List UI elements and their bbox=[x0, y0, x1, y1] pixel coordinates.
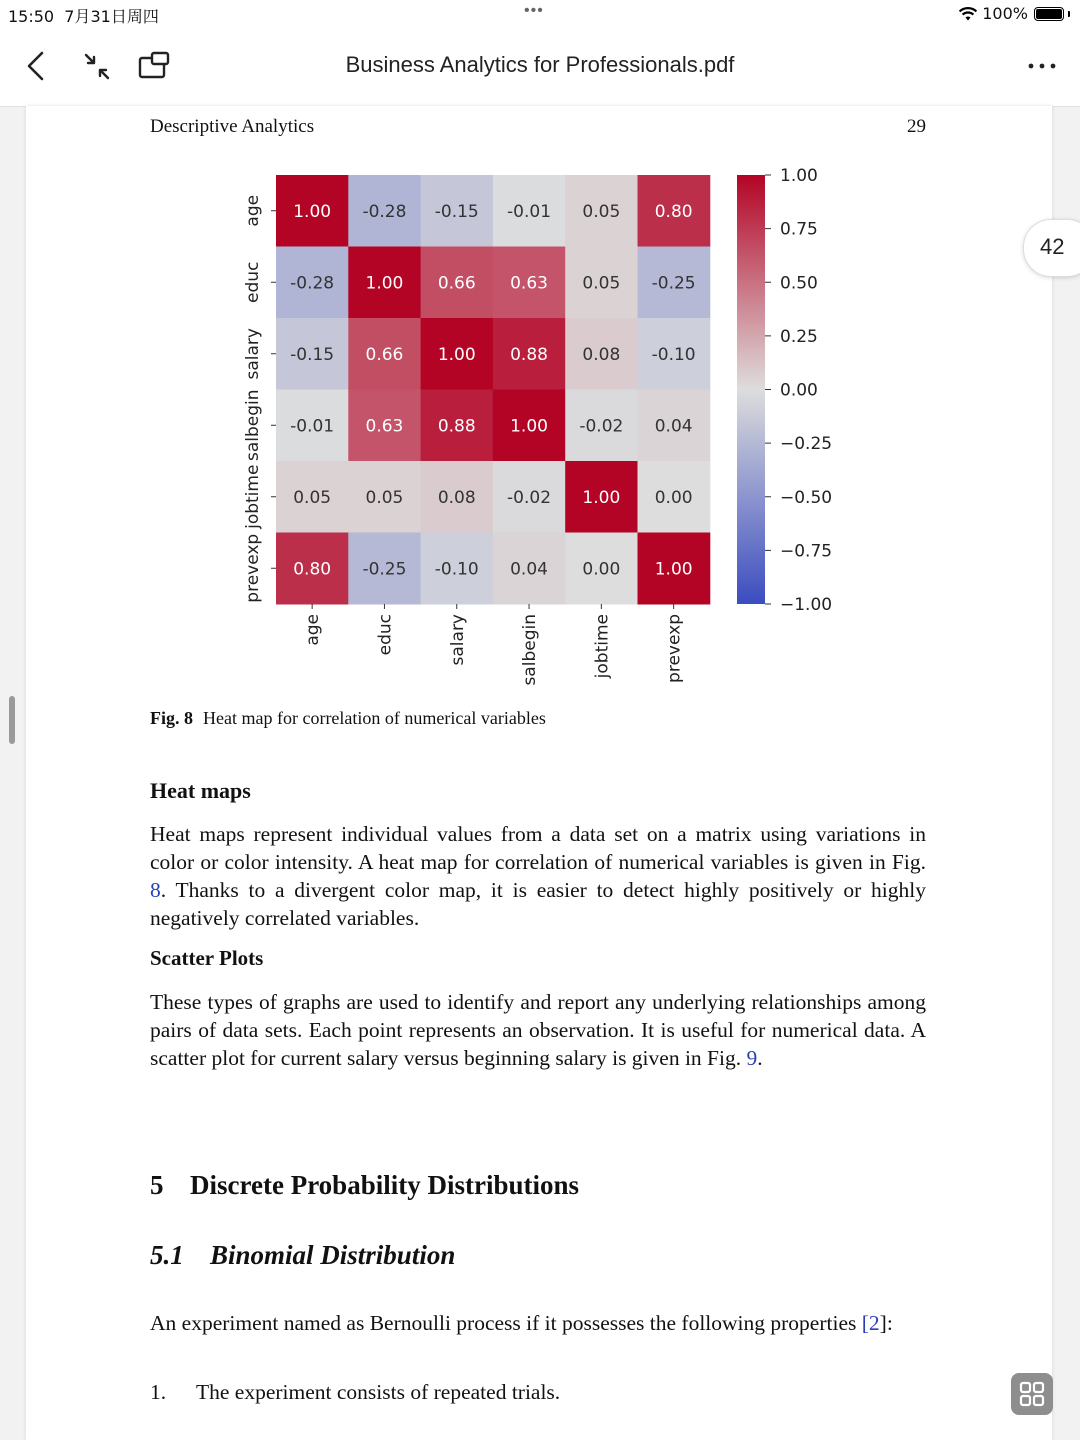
colorbar bbox=[737, 175, 765, 604]
col-label: prevexp bbox=[664, 614, 685, 683]
heatmap-cell-label: 0.05 bbox=[582, 201, 621, 222]
fig-8-link[interactable]: 8 bbox=[150, 878, 161, 902]
colorbar-tick-label: 0.75 bbox=[780, 219, 818, 240]
heatmap-cell-label: 0.05 bbox=[365, 487, 404, 508]
heatmap-cell-label: 0.63 bbox=[510, 273, 548, 294]
bernoulli-text: An experiment named as Bernoulli process if it possesses the following properties bbox=[150, 1311, 862, 1335]
colorbar-tick-label: 0.50 bbox=[780, 273, 818, 294]
list-item bbox=[150, 1380, 560, 1405]
heatmap-cell-label: 0.80 bbox=[654, 201, 693, 222]
heatmap-cell-label: 1.00 bbox=[582, 487, 621, 508]
status-time bbox=[8, 4, 159, 27]
heatmap-cell-label: 0.05 bbox=[293, 487, 332, 508]
row-label: salbegin bbox=[243, 389, 263, 462]
heatmap-cell-label: 0.66 bbox=[437, 273, 476, 294]
colorbar-tick-label: −0.50 bbox=[780, 487, 833, 508]
scatter-plots-paragraph bbox=[150, 988, 926, 1072]
row-label: jobtime bbox=[243, 464, 263, 529]
section-heading bbox=[150, 1170, 579, 1201]
scatter-text-2: . bbox=[757, 1046, 763, 1070]
heatmap-cell-label: 0.66 bbox=[365, 344, 404, 365]
status-bar bbox=[0, 0, 1080, 28]
heatmap-cell-label: -0.01 bbox=[290, 416, 335, 437]
date: 7月31日周四 bbox=[64, 7, 159, 26]
more-icon bbox=[1026, 61, 1058, 71]
subsection-title: Binomial Distribution bbox=[210, 1240, 456, 1270]
grid-icon bbox=[1019, 1381, 1045, 1407]
row-label: prevexp bbox=[243, 533, 263, 603]
running-head: Descriptive Analytics bbox=[150, 116, 315, 137]
heat-maps-text-1: Heat maps represent individual values from a data set on a matrix using variations in color or color intensity. A heat map for correlation of numerical variables is given in Fig. bbox=[150, 822, 926, 874]
section-title: Discrete Probability Distributions bbox=[190, 1170, 579, 1200]
heatmap-cell-label: 1.00 bbox=[437, 344, 476, 365]
multitasking-dots[interactable]: ••• bbox=[524, 2, 544, 19]
row-label: educ bbox=[243, 261, 263, 303]
heat-maps-text-2: . Thanks to a divergent color map, it is easier to detect highly positively or highly negatively correlated variables. bbox=[150, 878, 926, 930]
heatmap-cell-label: -0.25 bbox=[651, 273, 696, 294]
col-label: educ bbox=[375, 614, 396, 656]
status-right bbox=[958, 4, 1070, 23]
col-label: age bbox=[303, 614, 324, 646]
page-indicator-number: 42 bbox=[1040, 234, 1065, 259]
heatmap-cell-label: 0.88 bbox=[437, 416, 476, 437]
more-button[interactable] bbox=[1024, 48, 1060, 84]
heatmap-cell-label: -0.28 bbox=[362, 201, 407, 222]
heatmap-cell-label: 1.00 bbox=[510, 416, 548, 437]
heatmap-cell-label: 0.05 bbox=[582, 273, 621, 294]
row-label: age bbox=[243, 194, 263, 227]
heatmap-cell-label: -0.15 bbox=[290, 344, 335, 365]
colorbar-tick-label: 0.00 bbox=[780, 380, 818, 401]
figure-label: Fig. 8 bbox=[150, 708, 193, 728]
ref-close: ]: bbox=[879, 1311, 893, 1335]
heatmap-cell-label: -0.15 bbox=[434, 201, 479, 222]
scatter-plots-heading: Scatter Plots bbox=[150, 946, 264, 970]
heatmap-cell-label: 0.00 bbox=[582, 559, 621, 580]
heatmap-cell-label: 0.00 bbox=[654, 487, 693, 508]
heatmap-cell-label: -0.02 bbox=[507, 487, 552, 508]
battery-icon bbox=[1034, 7, 1064, 21]
fig-9-link[interactable]: 9 bbox=[746, 1046, 758, 1070]
section-number: 5 bbox=[150, 1170, 164, 1200]
heatmap-cell-label: -0.25 bbox=[362, 559, 407, 580]
colorbar-tick-label: −0.75 bbox=[780, 541, 833, 562]
ref-2-link[interactable]: 2 bbox=[868, 1311, 880, 1335]
heatmap-cell-label: -0.01 bbox=[507, 201, 552, 222]
heatmap-cell-label: 0.88 bbox=[510, 344, 548, 365]
page-indicator[interactable] bbox=[1023, 219, 1080, 277]
heatmap-cell-label: 0.08 bbox=[437, 487, 476, 508]
ref-open: [ bbox=[861, 1311, 869, 1335]
heatmap-cell-label: -0.02 bbox=[579, 416, 624, 437]
page-number: 29 bbox=[907, 116, 926, 137]
subsection-heading bbox=[150, 1240, 455, 1271]
pdf-toolbar bbox=[0, 28, 1080, 107]
figure-caption bbox=[150, 708, 546, 729]
list-item-text: The experiment consists of repeated trials. bbox=[196, 1380, 561, 1404]
heatmap-cell-label: -0.28 bbox=[290, 273, 335, 294]
clock: 15:50 bbox=[8, 7, 55, 26]
heatmap-cell-label: 0.08 bbox=[582, 344, 621, 365]
heatmap-cell-label: 1.00 bbox=[365, 273, 404, 294]
battery-tip bbox=[1068, 11, 1070, 17]
wifi-icon bbox=[958, 6, 978, 22]
heatmap-cell-label: 0.04 bbox=[510, 559, 548, 580]
colorbar-tick-label: −1.00 bbox=[780, 595, 833, 615]
col-label: salary bbox=[447, 614, 468, 666]
scatter-text-1: These types of graphs are used to identify and report any underlying relationships among pairs of data sets. Each point represents an observation. It is useful for numerical data. A scatter plot for current salary versus beginning salary is given in Fig. bbox=[150, 990, 926, 1070]
document-title: Business Analytics for Professionals.pdf bbox=[345, 52, 735, 77]
heatmap-cell-label: 0.04 bbox=[654, 416, 693, 437]
bernoulli-paragraph bbox=[150, 1309, 926, 1337]
col-label: jobtime bbox=[592, 614, 613, 679]
heat-maps-paragraph bbox=[150, 820, 926, 932]
scroll-handle[interactable] bbox=[9, 696, 15, 744]
row-label: salary bbox=[243, 328, 263, 380]
pdf-page[interactable] bbox=[26, 106, 1052, 1440]
colorbar-tick-label: 1.00 bbox=[780, 166, 818, 186]
heat-maps-heading: Heat maps bbox=[150, 778, 251, 803]
heatmap-cell-label: 1.00 bbox=[654, 559, 693, 580]
heatmap-cell-label: 0.80 bbox=[293, 559, 332, 580]
heatmap-cell-label: -0.10 bbox=[434, 559, 479, 580]
heatmap-cell-label: 0.63 bbox=[365, 416, 404, 437]
heatmap-cell-label: 1.00 bbox=[293, 201, 332, 222]
thumbnail-grid-button[interactable] bbox=[1011, 1373, 1053, 1415]
colorbar-tick-label: 0.25 bbox=[780, 326, 818, 347]
col-label: salbegin bbox=[520, 614, 541, 686]
colorbar-tick-label: −0.25 bbox=[780, 434, 833, 455]
subsection-number: 5.1 bbox=[150, 1240, 184, 1270]
battery-percent: 100% bbox=[982, 4, 1028, 23]
list-item-number: 1. bbox=[150, 1380, 167, 1404]
correlation-heatmap bbox=[26, 106, 1052, 696]
figure-caption-text: Heat map for correlation of numerical variables bbox=[203, 708, 546, 728]
heatmap-cell-label: -0.10 bbox=[651, 344, 696, 365]
